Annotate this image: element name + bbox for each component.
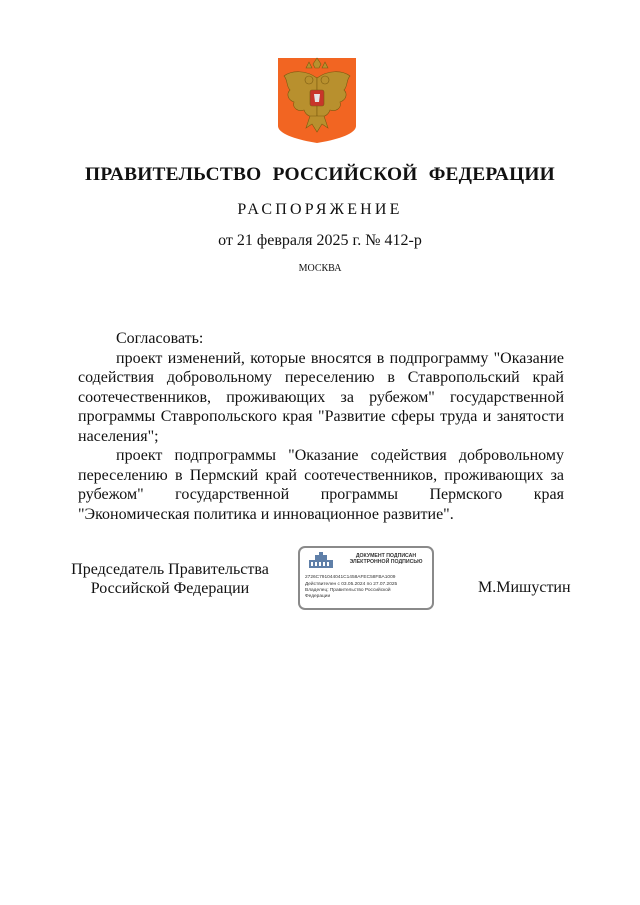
document-date-number: от 21 февраля 2025 г. № 412-р	[218, 232, 422, 249]
signer-position-line1: Председатель Правительства	[71, 561, 269, 578]
paragraph-item-1: проект изменений, которые вносятся в подпрограмму "Оказание содействия добровольному переселению в Ставропольский край соотечественников, проживающих за рубежом" государственной программы Ставропольского края "Развитие сферы труда и занятости населения";	[78, 349, 564, 445]
paragraph-intro: Согласовать:	[116, 330, 204, 347]
signer-name: М.Мишустин	[478, 579, 571, 596]
stamp-title-line2: ЭЛЕКТРОННОЙ ПОДПИСЬЮ	[349, 559, 423, 566]
electronic-signature-stamp	[298, 546, 434, 610]
stamp-owner-line1: Владелец: Правительство Российской	[305, 588, 391, 593]
signer-position-line2: Российской Федерации	[90, 579, 250, 597]
document-city: МОСКВА	[298, 263, 342, 274]
stamp-title-line1: ДОКУМЕНТ ПОДПИСАН	[355, 553, 417, 559]
document-body	[78, 329, 564, 524]
document-type: РАСПОРЯЖЕНИЕ	[237, 201, 403, 218]
paragraph-item-2: проект подпрограммы "Оказание содействия добровольному переселению в Пермский край соотечественников, проживающих за рубежом" государственной программы Пермского края "Экономическая политика и инновационное развитие".	[78, 447, 564, 523]
stamp-validity: Действителен с 03.05.2024 по 27.07.2025	[305, 582, 398, 587]
stamp-serial: 2726C791044041C1458AFEC58FBA1009	[305, 575, 396, 580]
stamp-title	[340, 553, 432, 566]
signer-position	[62, 561, 278, 598]
coat-of-arms-icon	[276, 56, 358, 144]
stamp-owner-line2: Федерации	[305, 594, 331, 599]
government-building-icon	[306, 552, 336, 570]
page-title: ПРАВИТЕЛЬСТВО РОССИЙСКОЙ ФЕДЕРАЦИИ	[85, 164, 555, 185]
